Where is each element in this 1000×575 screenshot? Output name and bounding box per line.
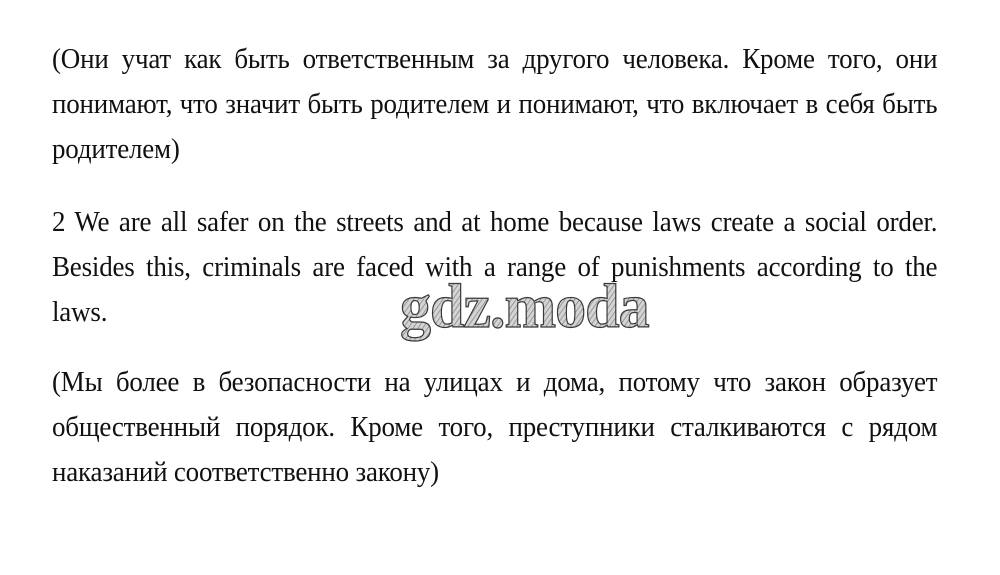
paragraph-translation-2: (Мы более в безопасности на улицах и дома, потому что закон образует общественный порядок. Кроме того, преступники сталкиваются с рядом наказаний соответственно закону) (52, 366, 938, 488)
watermark-logo (396, 275, 686, 350)
paragraph-answer-2: 2 We are all safer on the streets and at home because laws create a social order. Besides this, criminals are faced with a range of punishments according to the laws. (52, 206, 938, 328)
watermark-text: gdz.moda (400, 275, 649, 341)
paragraph-translation-1: (Они учат как быть ответственным за другого человека. Кроме того, они понимают, что значит быть родителем и понимают, что включает в себя быть родителем) (52, 43, 938, 165)
